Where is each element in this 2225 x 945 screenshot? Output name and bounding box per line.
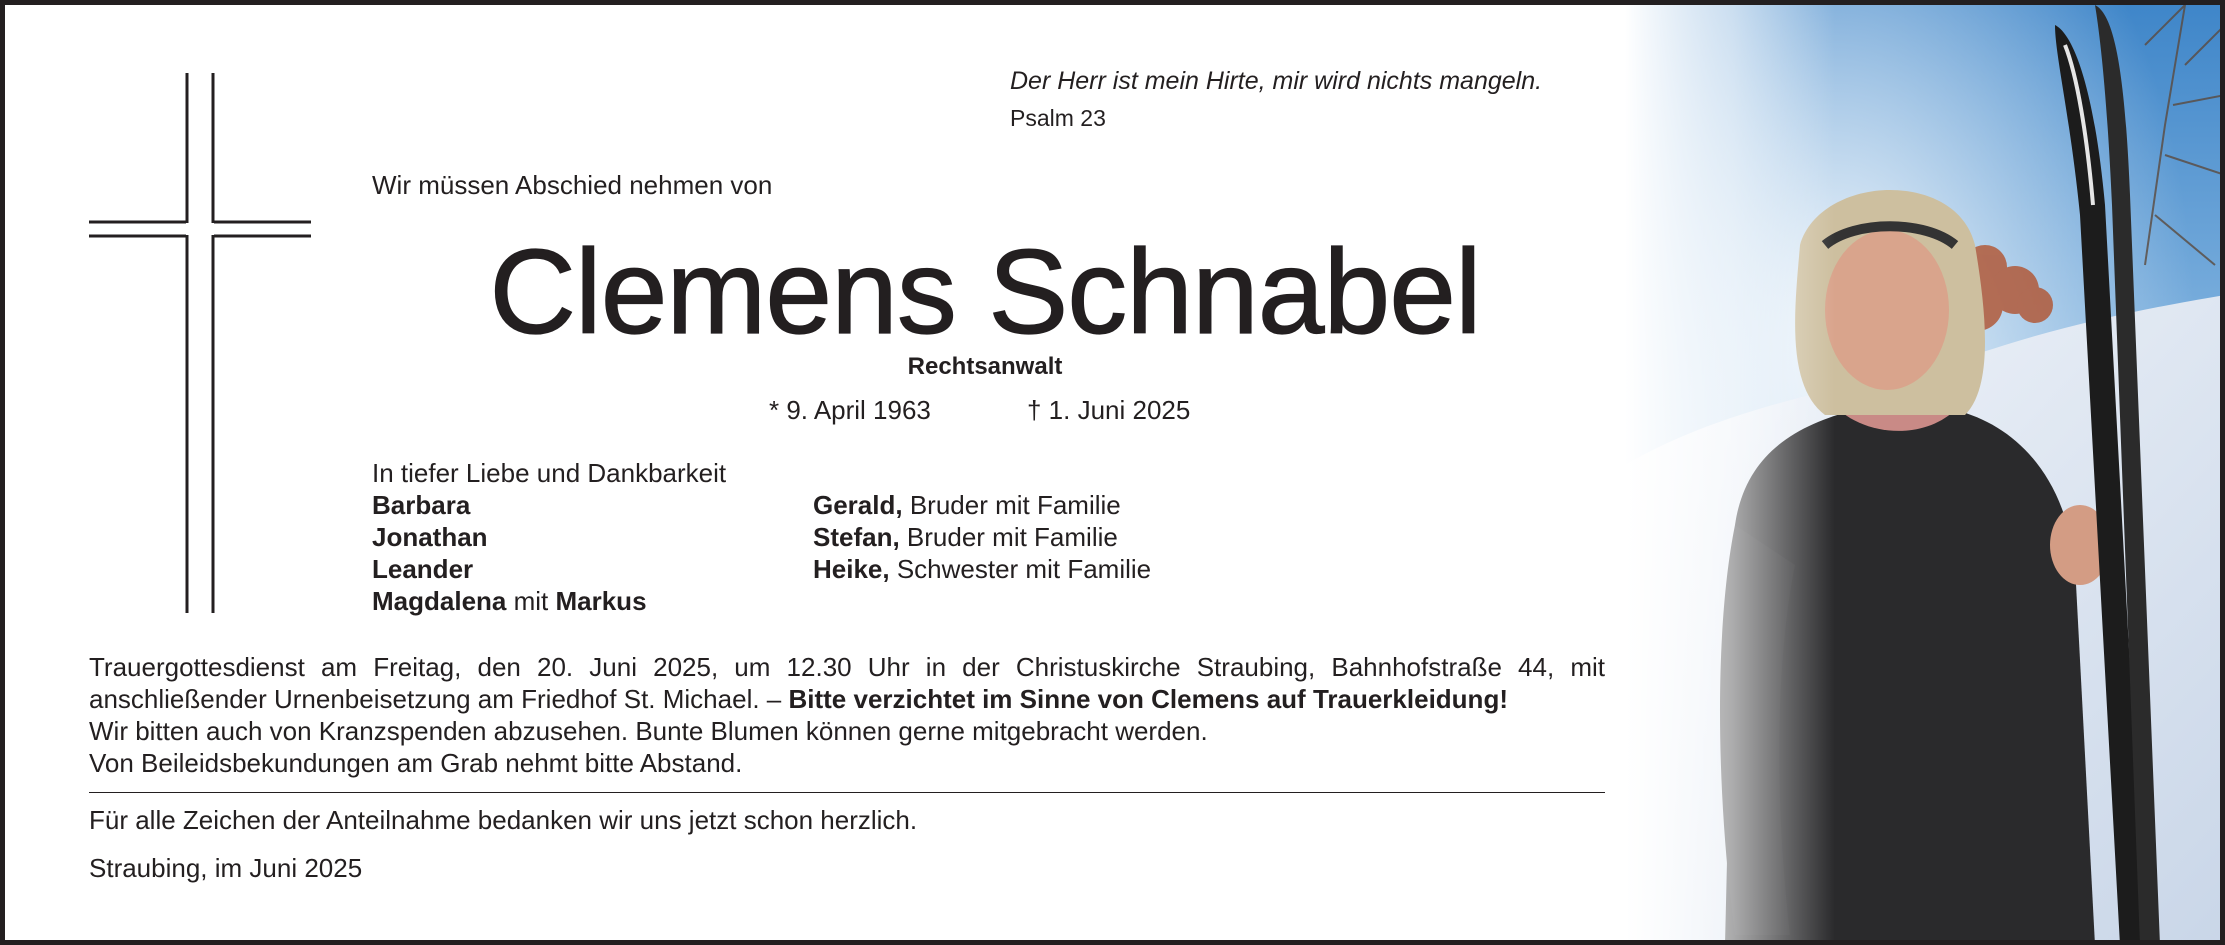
mourner-entry: Gerald, Bruder mit Familie [813,490,1121,520]
portrait-photo-icon [1625,5,2225,945]
service-information [89,651,1605,779]
service-line: Trauergottesdienst am Freitag, den 20. Juni 2025, um 12.30 Uhr in der Christuskirche Straubing, Bahnhofstraße 44, mit [89,652,1605,682]
dress-code-note: Bitte verzichtet im Sinne von Clemens auf Trauerkleidung! [788,684,1508,714]
mourner-entry: Heike, Schwester mit Familie [813,554,1152,584]
birth-date: * 9. April 1963 [769,395,931,425]
divider [89,792,1605,793]
mourner-entry: Jonathan [372,522,488,552]
mourner-entry: Leander [372,554,474,584]
place-date: Straubing, im Juni 2025 [89,853,363,883]
deceased-name: Clemens Schnabel [489,225,1481,359]
mourner-entry: Magdalena mit Markus [372,586,647,616]
service-line: anschließender Urnenbeisetzung am Friedhof St. Michael. – Bitte verzichtet im Sinne von Clemens auf Trauerkleidung! [89,684,1508,714]
service-line: Von Beileidsbekundungen am Grab nehmt bitte Abstand. [89,748,743,778]
verse-source: Psalm 23 [1010,105,1106,131]
thanks-line: Für alle Zeichen der Anteilnahme bedanken wir uns jetzt schon herzlich. [89,805,918,835]
mourner-entry: Barbara [372,490,471,520]
deceased-profession: Rechtsanwalt [907,353,1063,380]
mourners-heading: In tiefer Liebe und Dankbarkeit [372,458,727,488]
mourner-entry: Stefan, Bruder mit Familie [813,522,1118,552]
intro-line: Wir müssen Abschied nehmen von [372,170,773,200]
death-date: † 1. Juni 2025 [1027,395,1191,425]
bible-verse: Der Herr ist mein Hirte, mir wird nichts mangeln. [1010,67,1543,95]
service-line: Wir bitten auch von Kranzspenden abzusehen. Bunte Blumen können gerne mitgebracht werden. [89,716,1208,746]
